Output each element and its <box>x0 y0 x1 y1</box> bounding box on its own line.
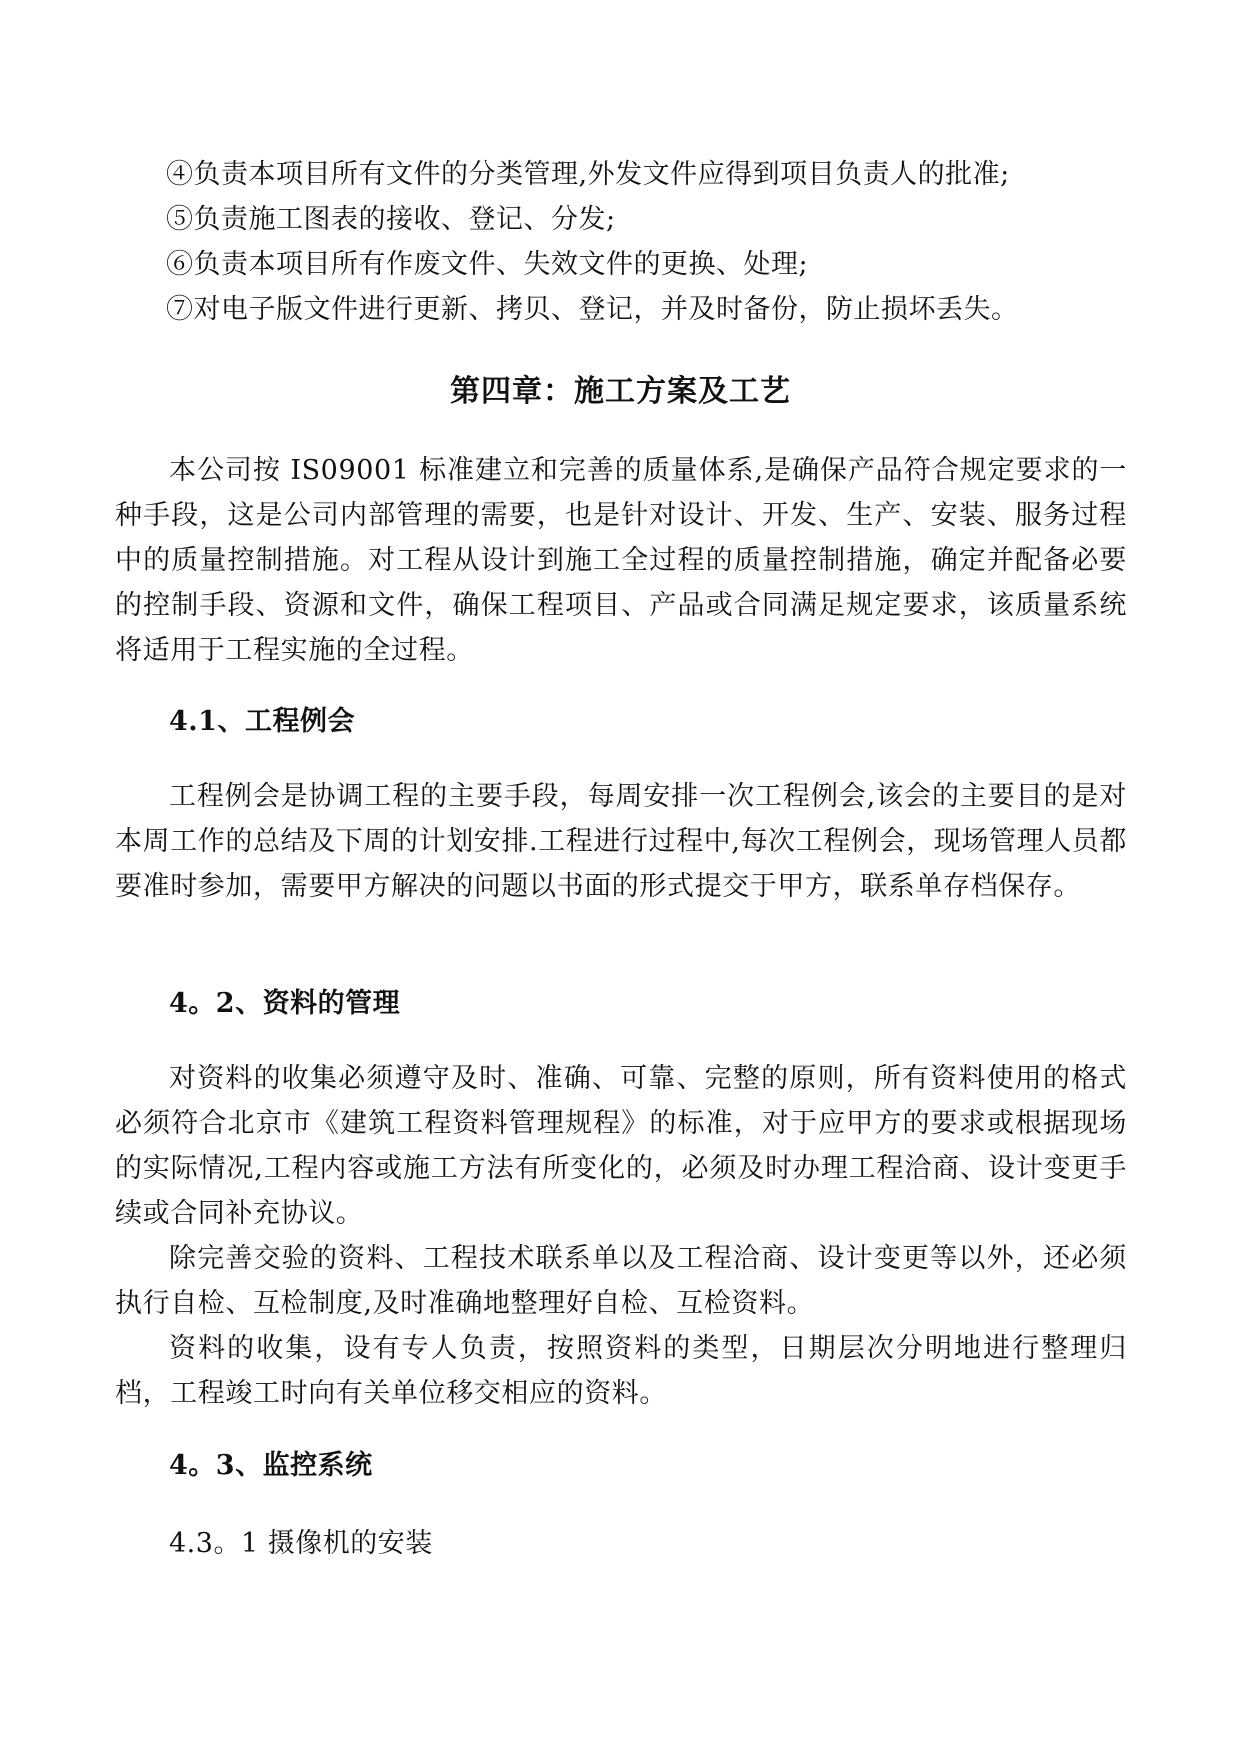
responsibility-list <box>166 152 1116 332</box>
section-4-2-heading: 4。2、资料的管理 <box>169 988 401 1019</box>
section-4-2-paragraph-3: 资料的收集，设有专人负责，按照资料的类型，日期层次分明地进行整理归档，工程竣工时向有关单位移交相应的资料。 <box>115 1333 1127 1409</box>
section-4-3-1-subheading: 4.3。1 摄像机的安装 <box>169 1528 433 1559</box>
section-4-2-paragraph-1: 对资料的收集必须遵守及时、准确、可靠、完整的原则，所有资料使用的格式必须符合北京市《建筑工程资料管理规程》的标准，对于应甲方的要求或根据现场的实际情况,工程内容或施工方法有所变化的，必须及时办理工程洽商、设计变更手续或合同补充协议。 <box>115 1063 1127 1229</box>
list-item: ⑥负责本项目所有作废文件、失效文件的更换、处理; <box>166 249 809 280</box>
list-item: ⑤负责施工图表的接收、登记、分发; <box>166 204 616 235</box>
intro-paragraph: 本公司按 IS09001 标准建立和完善的质量体系,是确保产品符合规定要求的一种手段，这是公司内部管理的需要，也是针对设计、开发、生产、安装、服务过程中的质量控制措施。对工程从设计到施工全过程的质量控制措施，确定并配备必要的控制手段、资源和文件，确保工程项目、产品或合同满足规定要求，该质量系统将适用于工程实施的全过程。 <box>115 455 1127 666</box>
section-4-2-paragraph-2: 除完善交验的资料、工程技术联系单以及工程洽商、设计变更等以外，还必须执行自检、互检制度,及时准确地整理好自检、互检资料。 <box>115 1243 1127 1319</box>
list-item: ⑦对电子版文件进行更新、拷贝、登记，并及时备份，防止损坏丢失。 <box>166 294 1019 325</box>
list-item: ④负责本项目所有文件的分类管理,外发文件应得到项目负责人的批准; <box>166 159 1010 190</box>
chapter-title: 第四章：施工方案及工艺 <box>450 374 791 409</box>
section-4-3-heading: 4。3、监控系统 <box>169 1450 373 1481</box>
section-4-1-heading: 4.1、工程例会 <box>169 706 355 737</box>
section-4-1-paragraph: 工程例会是协调工程的主要手段，每周安排一次工程例会,该会的主要目的是对本周工作的总结及下周的计划安排.工程进行过程中,每次工程例会，现场管理人员都要准时参加，需要甲方解决的问题以书面的形式提交于甲方，联系单存档保存。 <box>115 781 1127 902</box>
